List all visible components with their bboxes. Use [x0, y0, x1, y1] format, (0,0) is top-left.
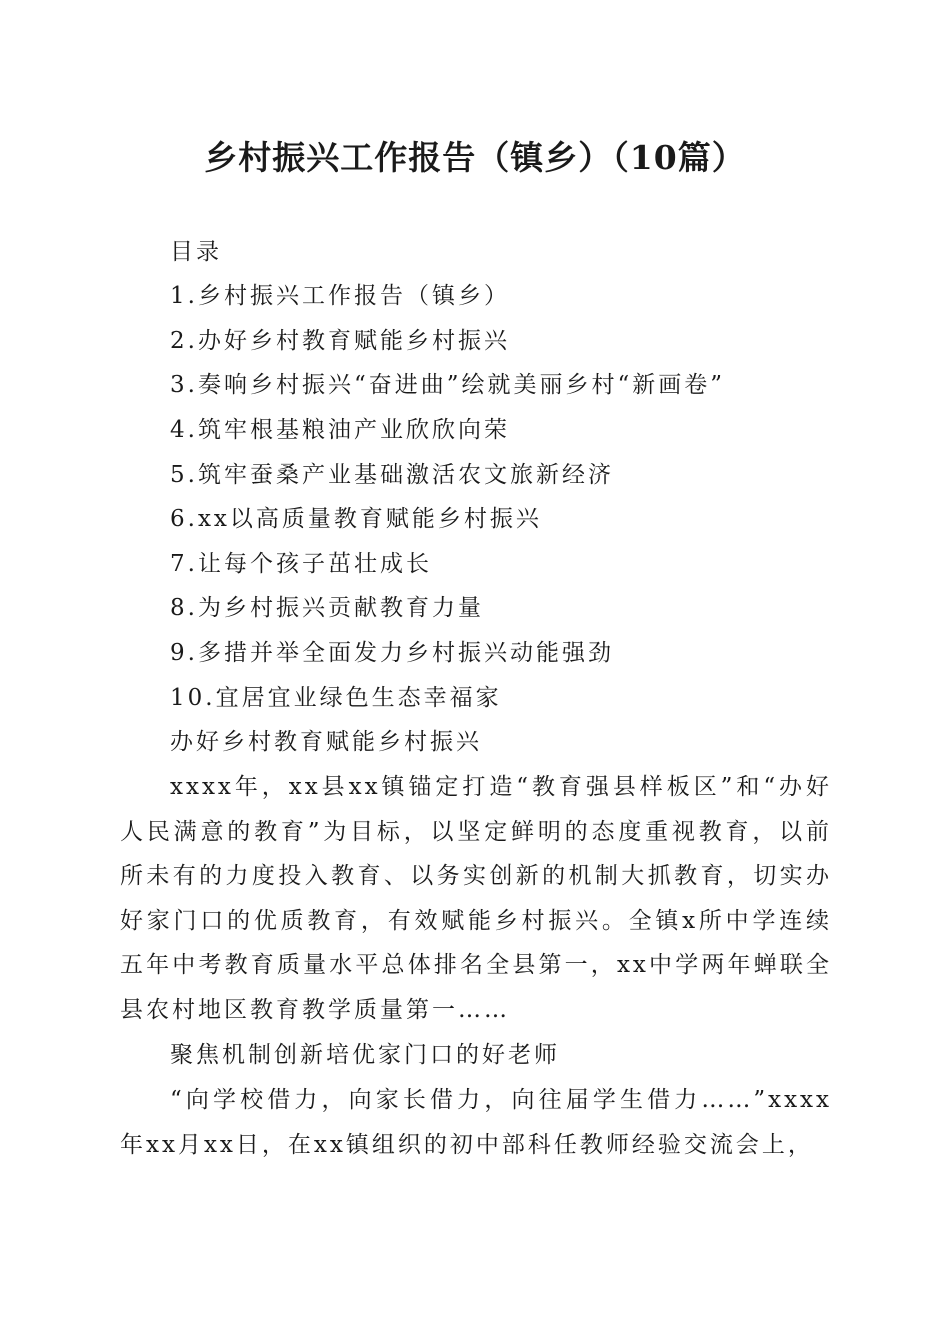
toc-item: 3.奏响乡村振兴“奋进曲”绘就美丽乡村“新画卷”: [170, 372, 725, 398]
document-title: 乡村振兴工作报告（镇乡）（10篇）: [204, 138, 746, 177]
paragraph: xxxx年，xx县xx镇锚定打造“教育强县样板区”和“办好人民满意的教育”为目标，以坚定鲜明的态度重视教育，以前所未有的力度投入教育、以务实创新的机制大抓教育，切实办好家门口的优质教育，有效赋能乡村振兴。全镇x所中学连续五年中考教育质量水平总体排名全县第一，xx中学两年蝉联全县农村地区教育教学质量第一……: [120, 774, 832, 1023]
toc-item: 1.乡村振兴工作报告（镇乡）: [170, 283, 510, 309]
toc-heading: 目录: [170, 239, 222, 265]
toc-item: 5.筑牢蚕桑产业基础激活农文旅新经济: [170, 462, 614, 488]
toc-item: 6.xx以高质量教育赋能乡村振兴: [170, 506, 542, 532]
article-title: 办好乡村教育赋能乡村振兴: [170, 729, 482, 755]
toc-item: 10.宜居宜业绿色生态幸福家: [170, 685, 502, 711]
toc-item: 8.为乡村振兴贡献教育力量: [170, 595, 484, 621]
toc-item: 2.办好乡村教育赋能乡村振兴: [170, 328, 510, 354]
paragraph: “向学校借力，向家长借力，向往届学生借力……”xxxx年xx月xx日，在xx镇组织的初中部科任教师经验交流会上，: [120, 1087, 832, 1158]
toc-item: 7.让每个孩子茁壮成长: [170, 551, 432, 577]
toc-item: 9.多措并举全面发力乡村振兴动能强劲: [170, 640, 614, 666]
toc-item: 4.筑牢根基粮油产业欣欣向荣: [170, 417, 510, 443]
subheading: 聚焦机制创新培优家门口的好老师: [170, 1042, 560, 1068]
